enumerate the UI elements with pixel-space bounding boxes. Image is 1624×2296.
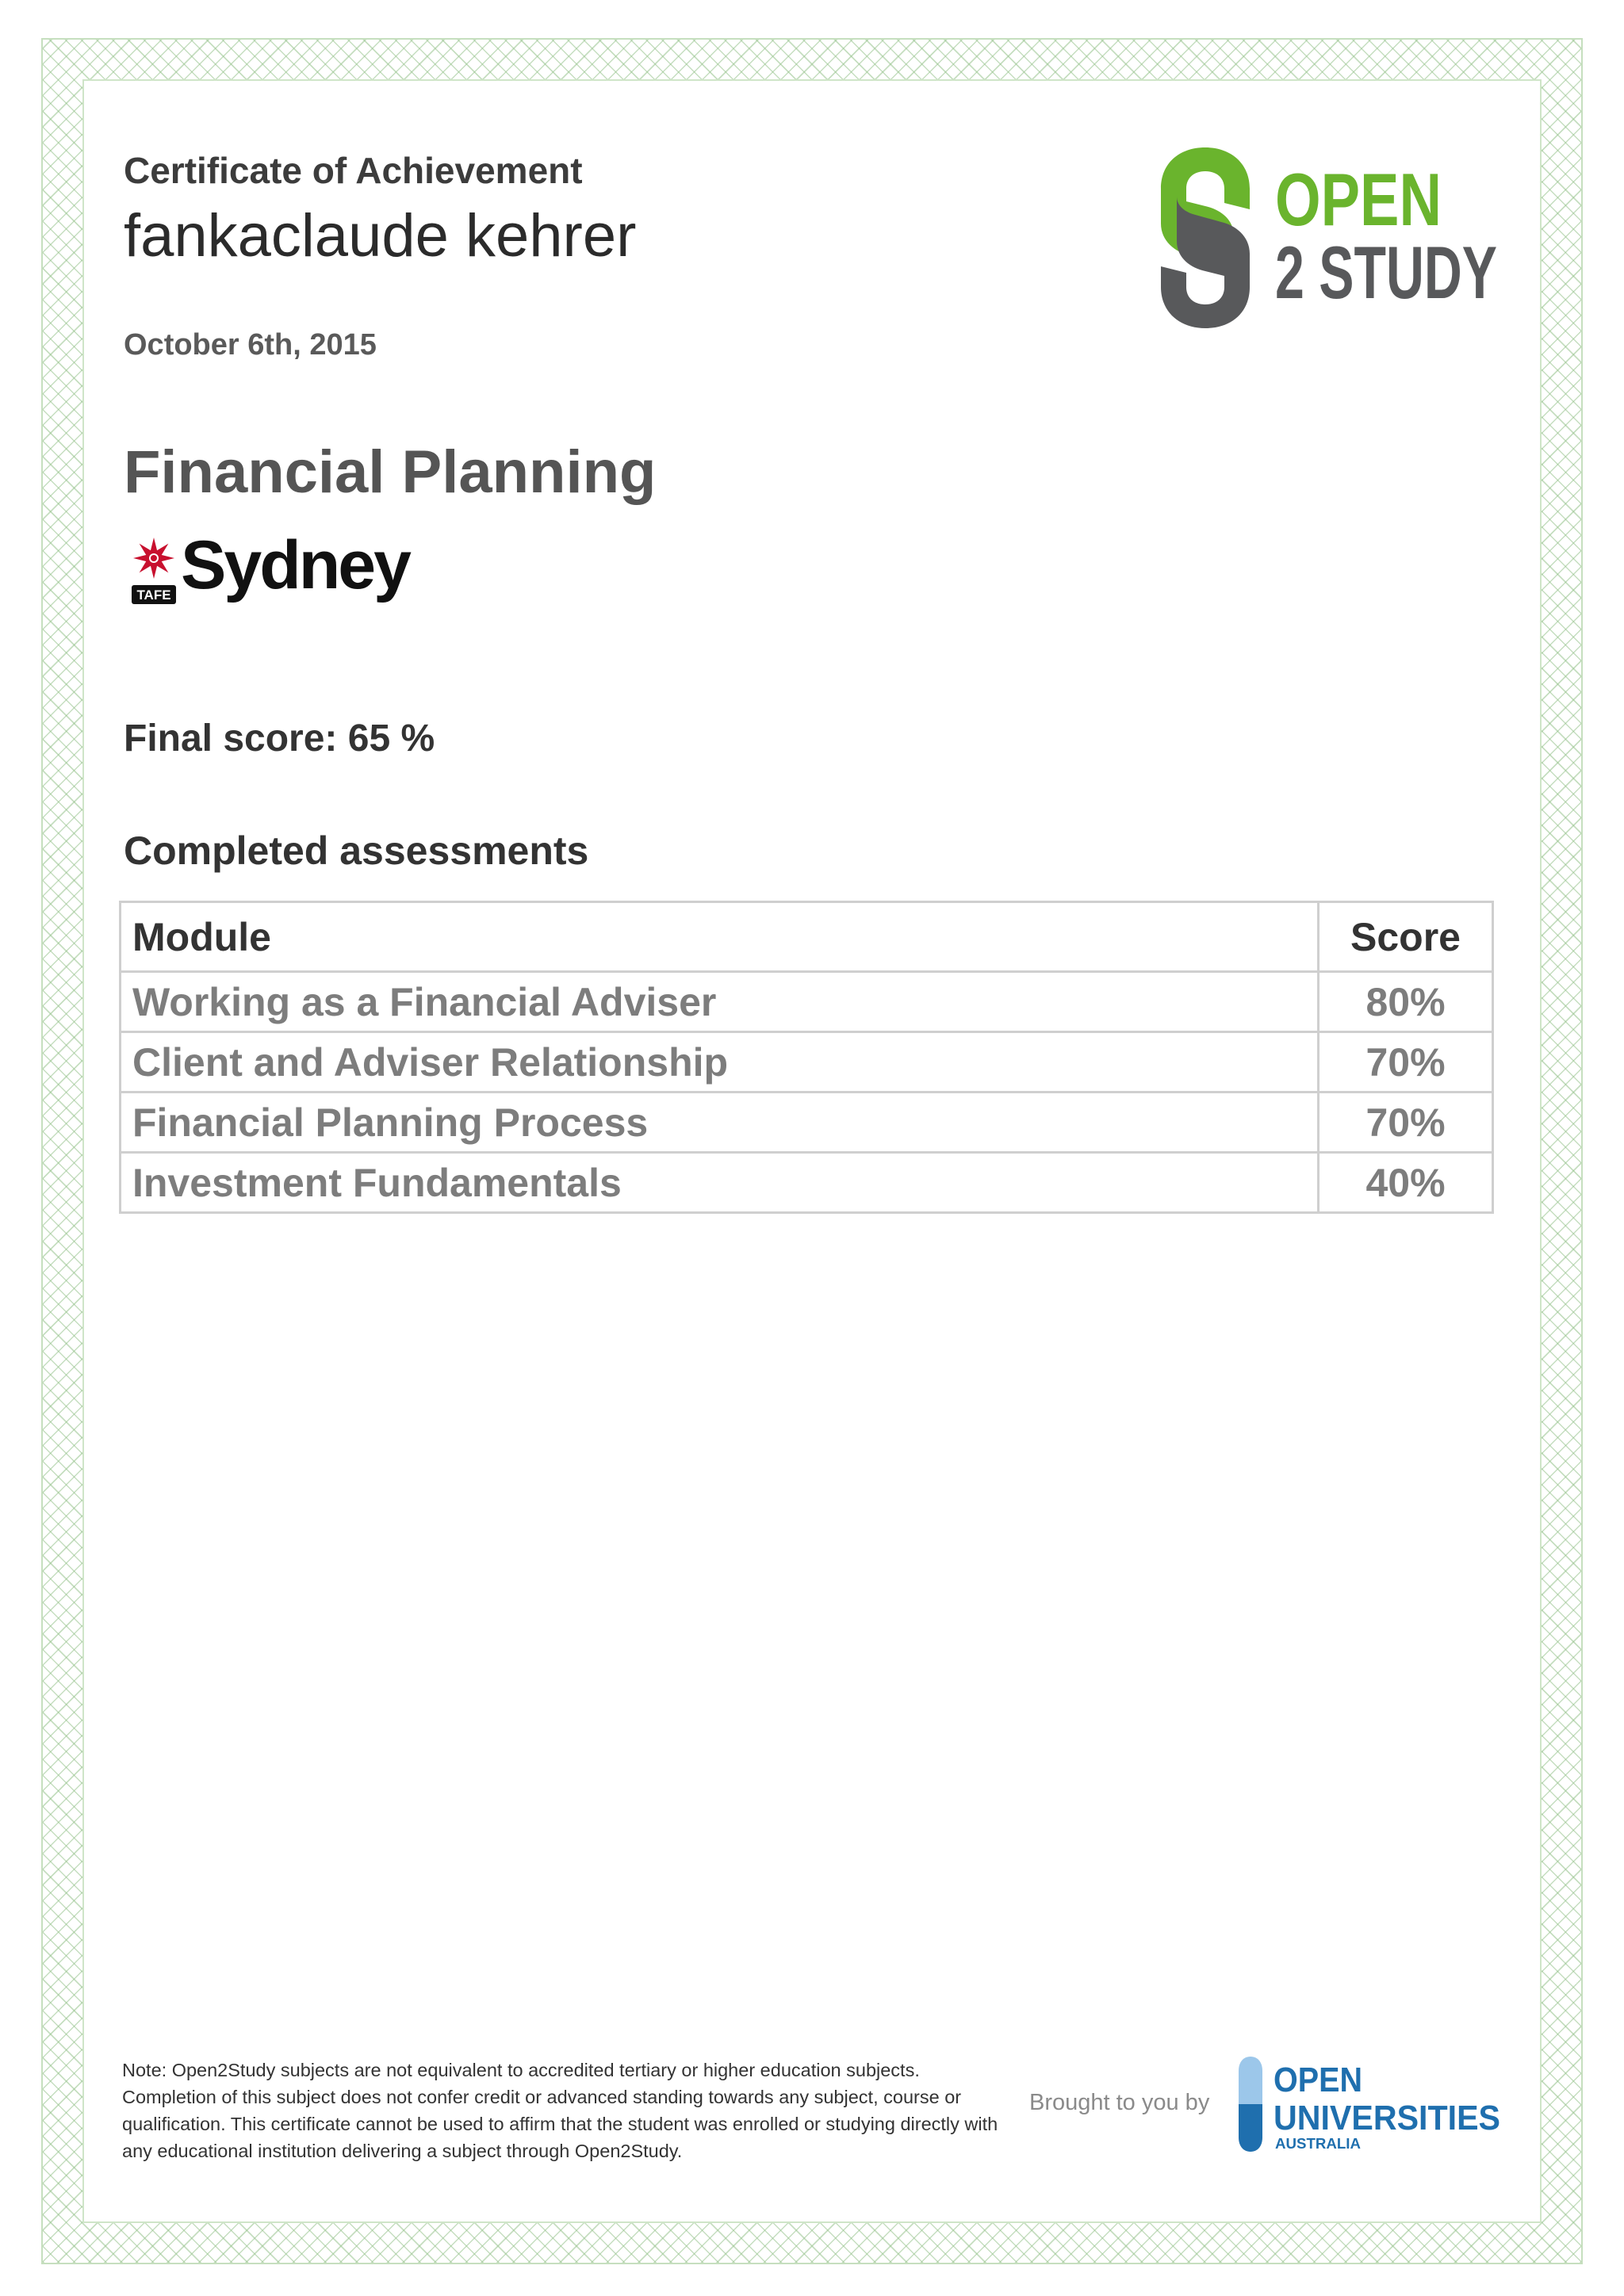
assessments-table [119,901,1494,1214]
table-row [121,972,1493,1032]
table-row [121,1093,1493,1153]
open-universities-australia-logo [1234,2055,1503,2153]
oua-line1: OPEN [1274,2061,1362,2099]
table-row [121,1153,1493,1213]
oua-line3: AUSTRALIA [1275,2136,1361,2152]
brought-to-you-by: Brought to you by [1029,2090,1210,2115]
open2study-line2: 2 STUDY [1275,231,1497,314]
table-row [121,1032,1493,1093]
issue-date: October 6th, 2015 [124,328,377,362]
oua-line2: UNIVERSITIES [1274,2099,1500,2137]
score-cell: 70% [1319,1093,1493,1153]
open2study-s-icon [1161,147,1250,328]
assessments-heading: Completed assessments [124,828,589,873]
disclaimer-note: Note: Open2Study subjects are not equivalent to accredited tertiary or higher education subjects. Completion of this subject does not confer credit or advanced standing towards any subject, course or qualification. This certificate cannot be used to affirm that the student was enrolled or studying directly with any educational institution delivering a subject through Open2Study. [122,2060,998,2161]
tafe-sydney-wordmark: Sydney [181,527,409,603]
tafe-sydney-logo [130,527,409,610]
module-cell: Client and Adviser Relationship [121,1032,1319,1093]
score-cell: 40% [1319,1153,1493,1213]
oua-capsule-icon [1239,2057,1262,2152]
module-column-header: Module [121,902,1319,972]
table-header-row [121,902,1493,972]
module-cell: Investment Fundamentals [121,1153,1319,1213]
module-cell: Working as a Financial Adviser [121,972,1319,1032]
score-column-header: Score [1319,902,1493,972]
final-score: Final score: 65 % [124,718,435,760]
score-cell: 70% [1319,1032,1493,1093]
recipient-name: fankaclaude kehrer [124,202,637,270]
course-title: Financial Planning [124,438,657,506]
waratah-flower-icon [130,534,178,607]
score-cell: 80% [1319,972,1493,1032]
tafe-badge-text: TAFE [136,587,171,603]
certificate-heading: Certificate of Achievement [124,150,583,191]
module-cell: Financial Planning Process [121,1093,1319,1153]
open2study-line1: OPEN [1275,158,1442,241]
open2study-logo [1151,143,1500,333]
